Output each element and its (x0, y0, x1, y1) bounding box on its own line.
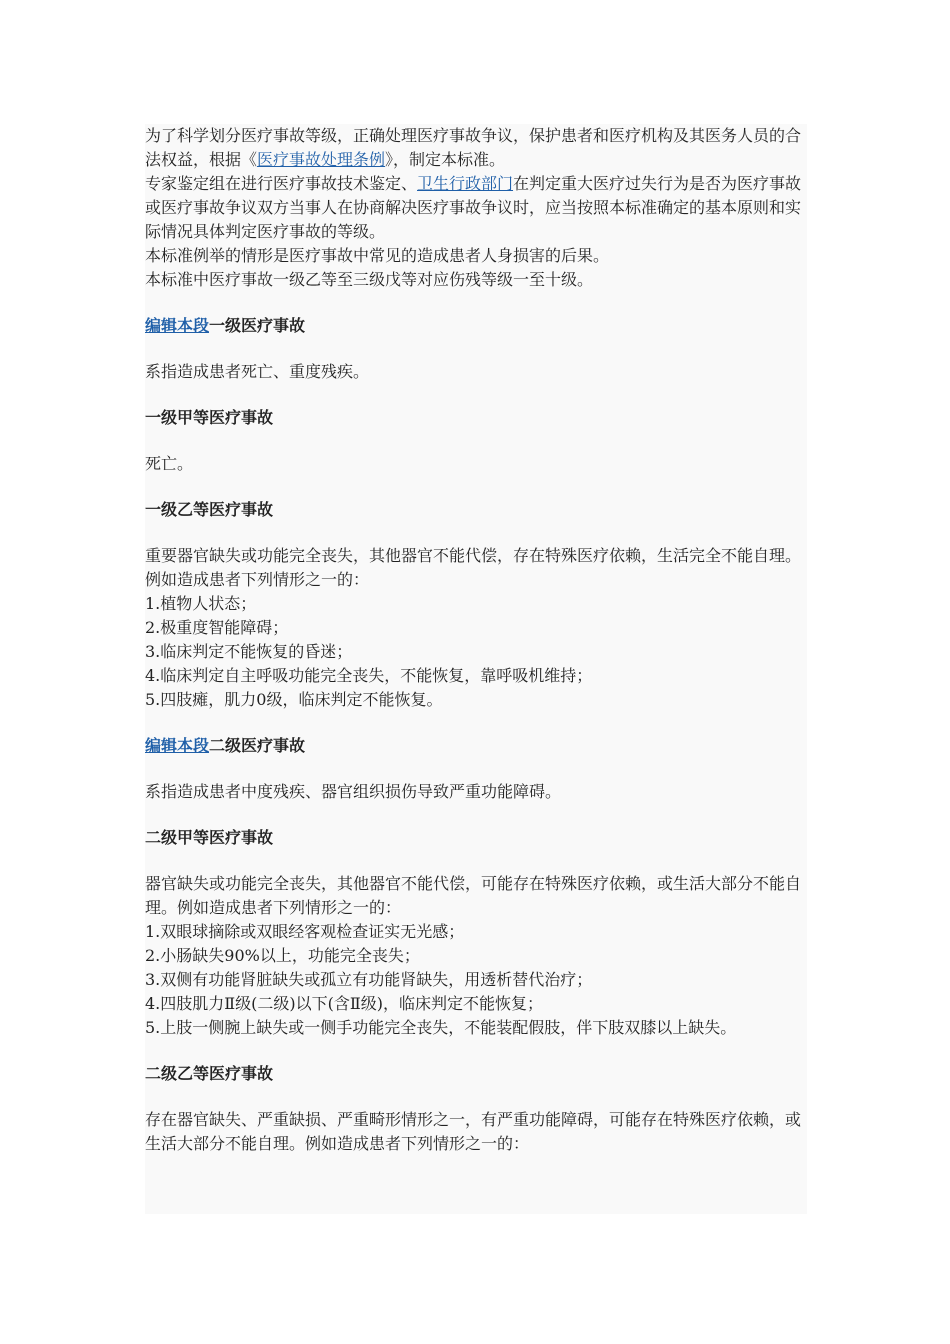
list-item: 5.四肢瘫，肌力0级，临床判定不能恢复。 (145, 690, 443, 709)
subsection-description: 重要器官缺失或功能完全丧失，其他器官不能代偿，存在特殊医疗依赖，生活完全不能自理。例如造成患者下列情形之一的： (145, 546, 802, 589)
health-department-link[interactable]: 卫生行政部门 (417, 174, 514, 193)
list-item: 2.极重度智能障碍； (145, 618, 289, 637)
regulation-link[interactable]: 医疗事故处理条例 (257, 150, 386, 169)
subsection-heading: 二级乙等医疗事故 (145, 1064, 274, 1083)
list-item: 4.四肢肌力Ⅱ级(二级)以下(含Ⅱ级)，临床判定不能恢复； (145, 994, 543, 1013)
section-level-1 (145, 314, 807, 712)
edit-section-link[interactable]: 编辑本段 (145, 316, 210, 335)
list-item: 5.上肢一侧腕上缺失或一侧手功能完全丧失，不能装配假肢，伴下肢双膝以上缺失。 (145, 1018, 737, 1037)
list-item: 3.临床判定不能恢复的昏迷； (145, 642, 353, 661)
subsection-heading: 一级乙等医疗事故 (145, 500, 274, 519)
intro-paragraph-1: 为了科学划分医疗事故等级，正确处理医疗事故争议，保护患者和医疗机构及其医务人员的合法权益，根据《医疗事故处理条例》，制定本标准。 (145, 126, 802, 169)
edit-section-link[interactable]: 编辑本段 (145, 736, 210, 755)
intro-paragraph-2: 专家鉴定组在进行医疗事故技术鉴定、卫生行政部门在判定重大医疗过失行为是否为医疗事故或医疗事故争议双方当事人在协商解决医疗事故争议时，应当按照本标准确定的基本原则和实际情况具体判定医疗事故的等级。 (145, 174, 802, 241)
case-list (145, 920, 807, 1040)
subsection-description: 存在器官缺失、严重缺损、严重畸形情形之一，有严重功能障碍，可能存在特殊医疗依赖，或生活大部分不能自理。例如造成患者下列情形之一的： (145, 1110, 802, 1153)
list-item: 2.小肠缺失90%以上，功能完全丧失； (145, 946, 420, 965)
intro-paragraph-4: 本标准中医疗事故一级乙等至三级戊等对应伤残等级一至十级。 (145, 270, 594, 289)
list-item: 1.植物人状态； (145, 594, 257, 613)
subsection-heading: 一级甲等医疗事故 (145, 408, 274, 427)
intro (145, 124, 807, 292)
document-content (145, 124, 807, 1156)
section-level-2 (145, 734, 807, 1156)
list-item: 3.双侧有功能肾脏缺失或孤立有功能肾缺失，用透析替代治疗； (145, 970, 593, 989)
section-description: 系指造成患者中度残疾、器官组织损伤导致严重功能障碍。 (145, 782, 562, 801)
section-description: 系指造成患者死亡、重度残疾。 (145, 362, 370, 381)
list-item: 4.临床判定自主呼吸功能完全丧失，不能恢复，靠呼吸机维持； (145, 666, 593, 685)
subsection-description: 器官缺失或功能完全丧失，其他器官不能代偿，可能存在特殊医疗依赖，或生活大部分不能自理。例如造成患者下列情形之一的： (145, 874, 802, 917)
subsection-heading: 二级甲等医疗事故 (145, 828, 274, 847)
section-heading: 编辑本段一级医疗事故 (145, 316, 306, 335)
list-item: 1.双眼球摘除或双眼经客观检查证实无光感； (145, 922, 465, 941)
intro-paragraph-3: 本标准例举的情形是医疗事故中常见的造成患者人身损害的后果。 (145, 246, 610, 265)
section-heading: 编辑本段二级医疗事故 (145, 736, 306, 755)
case-list (145, 592, 807, 712)
subsection-description: 死亡。 (145, 454, 194, 473)
